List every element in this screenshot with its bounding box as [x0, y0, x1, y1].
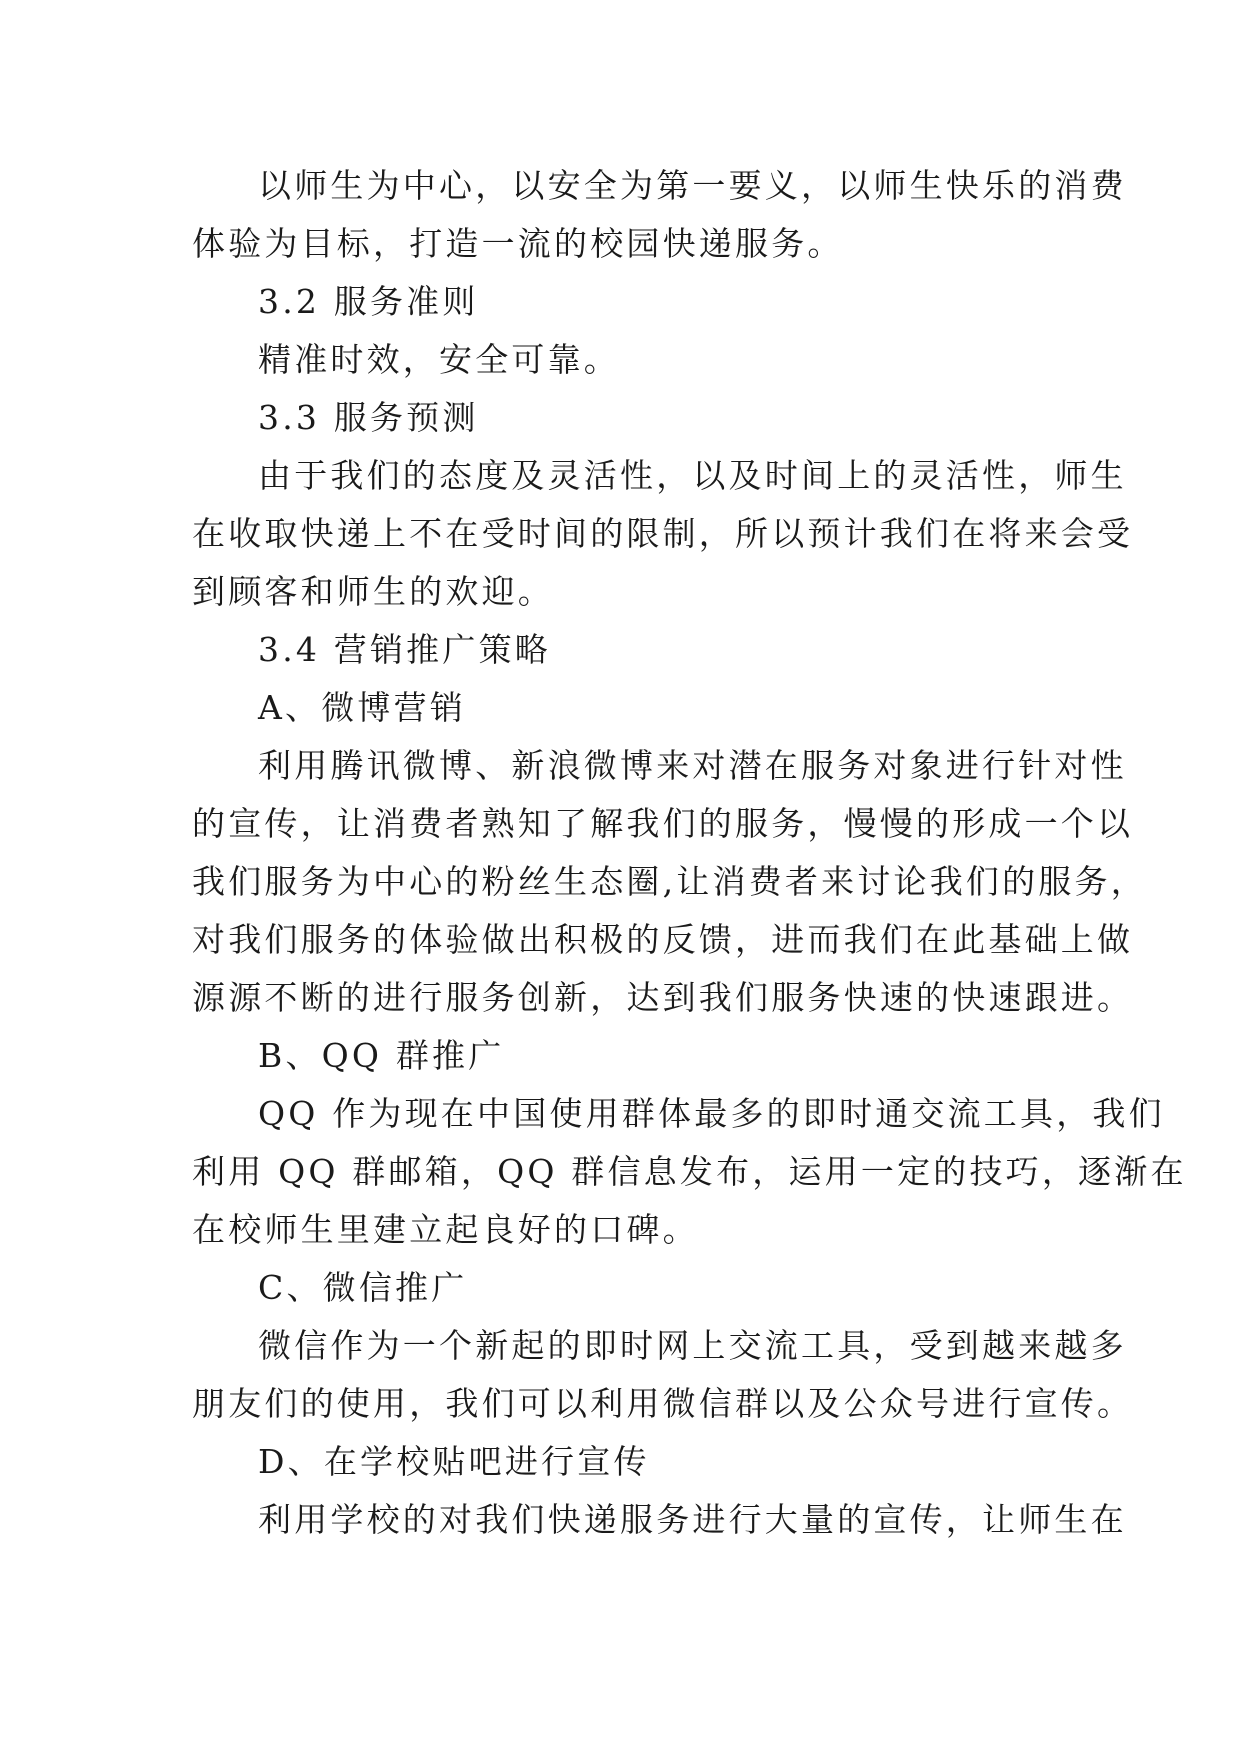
section-heading: 3.3 服务预测: [258, 398, 479, 437]
paragraph-line: 利用腾讯微博、新浪微博来对潜在服务对象进行针对性: [258, 746, 1127, 785]
paragraph-line: 到顾客和师生的欢迎。: [192, 572, 554, 611]
paragraph-line: 利用 QQ 群邮箱，QQ 群信息发布，运用一定的技巧，逐渐在: [192, 1152, 1187, 1191]
paragraph-line: 由于我们的态度及灵活性，以及时间上的灵活性，师生: [258, 456, 1127, 495]
paragraph-line: 以师生为中心，以安全为第一要义，以师生快乐的消费: [258, 166, 1127, 205]
paragraph-line: 在校师生里建立起良好的口碑。: [192, 1210, 699, 1249]
paragraph-line: 对我们服务的体验做出积极的反馈，进而我们在此基础上做: [192, 920, 1134, 959]
paragraph-line: 我们服务为中心的粉丝生态圈,让消费者来讨论我们的服务，: [192, 862, 1147, 901]
document-body: [192, 157, 1187, 1549]
paragraph-line: 体验为目标，打造一流的校园快递服务。: [192, 224, 844, 263]
paragraph-line: 的宣传，让消费者熟知了解我们的服务，慢慢的形成一个以: [192, 804, 1134, 843]
section-heading: 3.4 营销推广策略: [258, 630, 551, 669]
paragraph-line: 源源不断的进行服务创新，达到我们服务快速的快速跟进。: [192, 978, 1134, 1017]
paragraph-line: 微信作为一个新起的即时网上交流工具，受到越来越多: [258, 1326, 1127, 1365]
paragraph-line: 朋友们的使用，我们可以利用微信群以及公众号进行宣传。: [192, 1384, 1134, 1423]
paragraph-line: 利用学校的对我们快递服务进行大量的宣传，让师生在: [258, 1500, 1127, 1539]
subsection-heading: A、微博营销: [258, 688, 467, 727]
subsection-heading: B、QQ 群推广: [258, 1036, 505, 1075]
paragraph-line: 在收取快递上不在受时间的限制，所以预计我们在将来会受: [192, 514, 1134, 553]
paragraph-line: QQ 作为现在中国使用群体最多的即时通交流工具，我们: [258, 1094, 1165, 1133]
section-heading: 3.2 服务准则: [258, 282, 479, 321]
paragraph-line: 精准时效，安全可靠。: [258, 340, 620, 379]
subsection-heading: D、在学校贴吧进行宣传: [258, 1442, 650, 1481]
subsection-heading: C、微信推广: [258, 1268, 468, 1307]
